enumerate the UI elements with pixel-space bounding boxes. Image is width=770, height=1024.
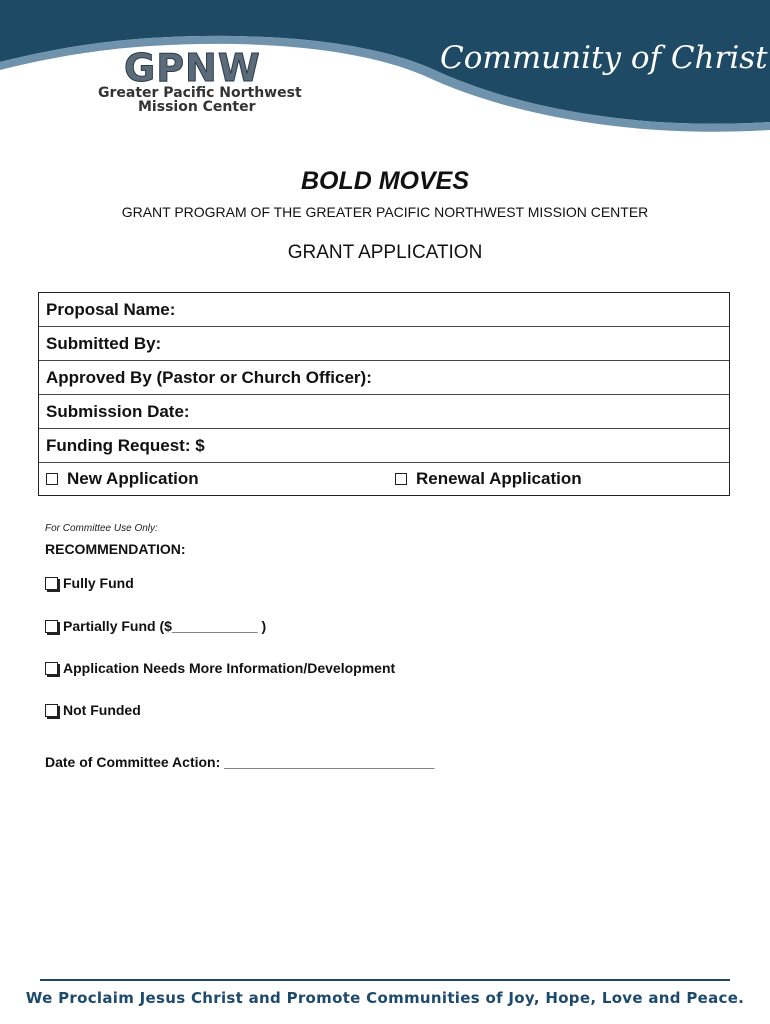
new-application-option[interactable] [46, 469, 199, 489]
fully-fund-option[interactable] [45, 575, 134, 591]
document-subtitle: GRANT PROGRAM OF THE GREATER PACIFIC NORTHWEST MISSION CENTER [121, 204, 649, 220]
submitted-by-label: Submitted By: [46, 333, 162, 353]
community-of-christ-logo: Community of Christ [440, 40, 768, 76]
document-title: BOLD MOVES [300, 167, 470, 195]
not-funded-checkbox[interactable] [45, 704, 58, 717]
renewal-application-label: Renewal Application [416, 469, 582, 488]
submitted-by-field[interactable] [39, 327, 729, 361]
submission-date-label: Submission Date: [46, 401, 190, 421]
recommendation-title: RECOMMENDATION: [45, 541, 186, 557]
needs-more-info-option[interactable] [45, 660, 395, 676]
renewal-application-option[interactable] [395, 469, 582, 489]
partially-fund-label: Partially Fund ($___________ ) [63, 618, 267, 634]
approved-by-field[interactable] [39, 361, 729, 395]
application-form [38, 292, 730, 496]
renewal-application-checkbox[interactable] [395, 473, 407, 485]
funding-request-field[interactable] [39, 429, 729, 463]
fully-fund-label: Fully Fund [63, 575, 134, 591]
committee-use-note: For Committee Use Only: [45, 523, 158, 534]
not-funded-option[interactable] [45, 702, 141, 718]
new-application-checkbox[interactable] [46, 473, 58, 485]
footer-divider [40, 979, 730, 981]
needs-more-info-label: Application Needs More Information/Development [63, 660, 396, 676]
submission-date-field[interactable] [39, 395, 729, 429]
gpnw-logo-line2: Mission Center [138, 99, 256, 115]
fully-fund-checkbox[interactable] [45, 577, 58, 590]
partially-fund-option[interactable] [45, 618, 266, 634]
partially-fund-checkbox[interactable] [45, 620, 58, 633]
funding-request-label: Funding Request: $ [46, 435, 205, 455]
footer-tagline: We Proclaim Jesus Christ and Promote Communities of Joy, Hope, Love and Peace. [25, 989, 745, 1007]
not-funded-label: Not Funded [63, 702, 141, 718]
application-type-row [39, 463, 729, 495]
gpnw-logo-letters: GPNW [124, 46, 261, 90]
approved-by-label: Approved By (Pastor or Church Officer): [46, 367, 372, 387]
proposal-name-label: Proposal Name: [46, 299, 176, 319]
needs-more-info-checkbox[interactable] [45, 662, 58, 675]
section-title: GRANT APPLICATION [287, 242, 483, 263]
gpnw-logo-line1: Greater Pacific Northwest [98, 85, 302, 101]
date-of-committee-action: Date of Committee Action: ___________________________ [45, 754, 435, 770]
new-application-label: New Application [67, 469, 199, 488]
proposal-name-field[interactable] [39, 293, 729, 327]
gpnw-logo [96, 46, 302, 118]
